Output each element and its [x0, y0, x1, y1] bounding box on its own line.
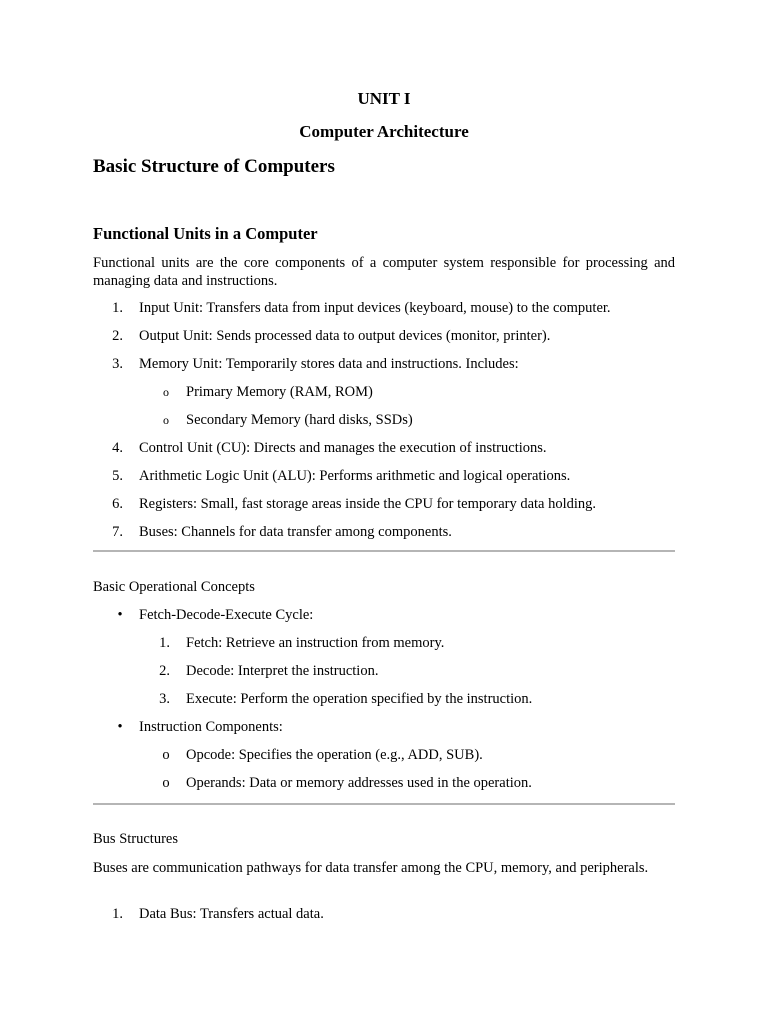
- operational-heading: Basic Operational Concepts: [93, 579, 255, 595]
- circle-bullet-icon: [156, 747, 176, 764]
- unit-title: UNIT I: [357, 89, 411, 108]
- chapter-heading: Basic Structure of Computers: [93, 156, 335, 177]
- item-text: Execute: Perform the operation specified by the instruction.: [186, 691, 533, 707]
- item-number: 1.: [112, 906, 123, 922]
- item-text: Primary Memory (RAM, ROM): [186, 384, 373, 400]
- item-number: 2.: [112, 328, 123, 344]
- item-text: Secondary Memory (hard disks, SSDs): [186, 412, 413, 428]
- horizontal-divider: [93, 550, 675, 552]
- bullet-icon: [110, 607, 130, 624]
- bus-intro: Buses are communication pathways for data transfer among the CPU, memory, and peripherals.: [93, 860, 649, 876]
- item-number: 1.: [159, 635, 170, 651]
- circle-bullet-icon: [156, 775, 176, 792]
- bullet-icon: [110, 719, 130, 736]
- item-text: Fetch: Retrieve an instruction from memory.: [186, 635, 445, 651]
- item-text: Opcode: Specifies the operation (e.g., ADD, SUB).: [186, 747, 483, 763]
- item-number: 1.: [112, 300, 123, 316]
- subject-title: Computer Architecture: [299, 122, 469, 141]
- item-number: 3.: [112, 356, 123, 372]
- bus-heading: Bus Structures: [93, 831, 178, 847]
- item-text: Memory Unit: Temporarily stores data and instructions. Includes:: [139, 356, 519, 372]
- item-number: 5.: [112, 468, 123, 484]
- item-text: Decode: Interpret the instruction.: [186, 663, 379, 679]
- horizontal-divider: [93, 803, 675, 805]
- item-text: Input Unit: Transfers data from input devices (keyboard, mouse) to the computer.: [139, 300, 611, 316]
- item-number: 2.: [159, 663, 170, 679]
- item-text: Operands: Data or memory addresses used in the operation.: [186, 775, 532, 791]
- item-text: Registers: Small, fast storage areas inside the CPU for temporary data holding.: [139, 496, 597, 512]
- item-number: 3.: [159, 691, 170, 707]
- circle-bullet-icon: [156, 385, 176, 400]
- functional-units-heading: Functional Units in a Computer: [93, 224, 318, 243]
- item-text: Output Unit: Sends processed data to output devices (monitor, printer).: [139, 328, 551, 344]
- item-number: 6.: [112, 496, 123, 512]
- item-text: Instruction Components:: [139, 719, 283, 735]
- circle-bullet-icon: [156, 413, 176, 428]
- item-number: 4.: [112, 440, 123, 456]
- item-text: Fetch-Decode-Execute Cycle:: [139, 607, 314, 623]
- item-text: Data Bus: Transfers actual data.: [139, 906, 324, 922]
- item-text: Arithmetic Logic Unit (ALU): Performs arithmetic and logical operations.: [139, 468, 571, 484]
- item-text: Control Unit (CU): Directs and manages the execution of instructions.: [139, 440, 547, 456]
- item-text: Buses: Channels for data transfer among components.: [139, 524, 452, 540]
- item-number: 7.: [112, 524, 123, 540]
- functional-units-intro: Functional units are the core components of a computer system responsible for processing and managing data and instructions.: [93, 255, 675, 289]
